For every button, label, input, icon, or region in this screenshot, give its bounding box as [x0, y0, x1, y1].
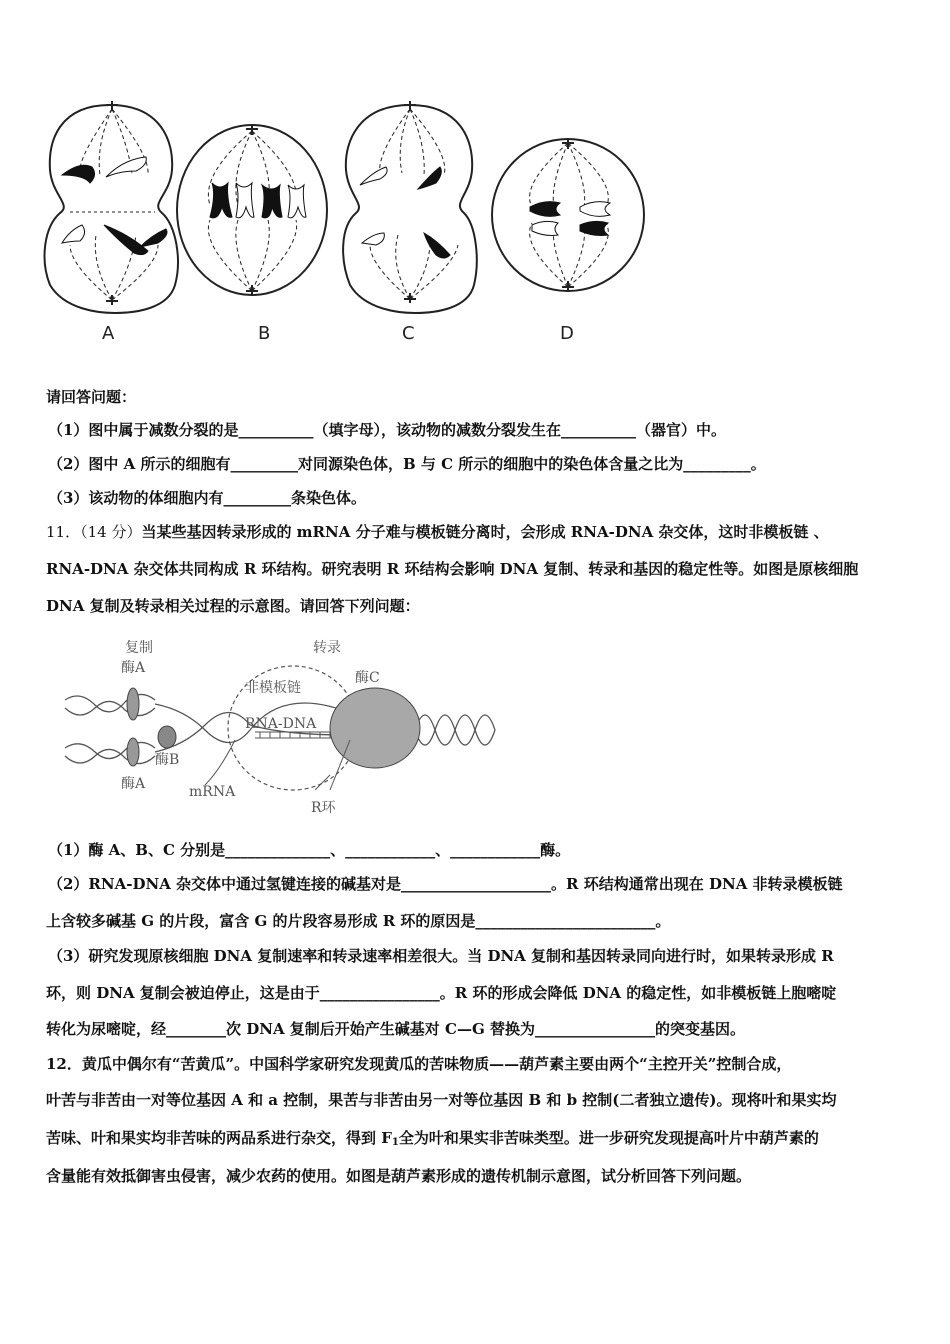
q11-stem-line3: DNA 复制及转录相关过程的示意图。请回答下列问题：	[46, 597, 420, 615]
label-a: A	[102, 323, 115, 344]
label-rna-dna: RNA-DNA	[245, 716, 317, 732]
q11-sub3-line1: （3）研究发现原核细胞 DNA 复制速率和转录速率相差很大。当 DNA 复制和基因转录同向进行时，如果转录形成 R	[48, 947, 834, 965]
q10-intro: 请回答问题：	[46, 388, 137, 406]
q11-sub1: （1）酶 A、B、C 分别是______________、____________、____________酶。	[48, 841, 571, 859]
enzyme-b-shape	[158, 726, 176, 748]
q12-line1: 12．黄瓜中偶尔有“苦黄瓜”。中国科学家研究发现黄瓜的苦味物质——葫芦素主要由两个“主控开关”控制合成，	[46, 1055, 792, 1073]
label-nontemplate-strand: 非模板链	[245, 680, 301, 696]
label-replication: 复制	[125, 640, 153, 656]
label-d: D	[560, 323, 574, 344]
cell-division-figure	[40, 95, 660, 355]
label-enzyme-c: 酶C	[355, 670, 380, 686]
label-r-loop: R环	[311, 800, 336, 816]
q11-number: 11．（14 分）	[46, 523, 142, 541]
label-transcription: 转录	[313, 640, 341, 656]
cell-c	[343, 105, 477, 313]
label-enzyme-a-bottom: 酶A	[121, 776, 146, 792]
label-b: B	[258, 323, 271, 344]
q11-stem-line1	[46, 522, 829, 542]
cell-d	[492, 139, 644, 291]
q11-stem-text: 当某些基因转录形成的 mRNA 分子难与模板链分离时，会形成 RNA-DNA 杂交体，这时非模板链 、	[141, 523, 829, 541]
label-enzyme-a-top: 酶A	[121, 660, 146, 676]
q11-stem-line2: RNA-DNA 杂交体共同构成 R 环结构。研究表明 R 环结构会影响 DNA 复制、转录和基因的稳定性等。如图是原核细胞	[46, 560, 859, 578]
q10-sub1: （1）图中属于减数分裂的是__________（填字母），该动物的减数分裂发生在__________（器官）中。	[48, 421, 726, 439]
label-c: C	[402, 323, 415, 344]
q10-sub3: （3）该动物的体细胞内有_________条染色体。	[48, 489, 366, 507]
q12-line4: 含量能有效抵御害虫侵害，减少农药的使用。如图是葫芦素形成的遗传机制示意图，试分析回答下列问题。	[46, 1167, 752, 1185]
q11-sub2-line1: （2）RNA-DNA 杂交体中通过氢键连接的碱基对是____________________。R 环结构通常出现在 DNA 非转录模板链	[48, 875, 843, 893]
q12-line3-post: 全为叶和果实非苦味类型。进一步研究发现提高叶片中葫芦素的	[398, 1129, 819, 1147]
q11-sub2-line2: 上含较多碱基 G 的片段，富含 G 的片段容易形成 R 环的原因是________________________。	[46, 912, 671, 930]
enzyme-a-top-shape	[127, 688, 139, 720]
cell-a	[45, 105, 178, 313]
q11-sub3-line3: 转化为尿嘧啶，经________次 DNA 复制后开始产生碱基对 C—G 替换为________________的突变基因。	[46, 1020, 745, 1038]
label-mrna: mRNA	[189, 784, 236, 800]
q10-sub2: （2）图中 A 所示的细胞有_________对同源染色体，B 与 C 所示的细胞中的染色体含量之比为_________。	[48, 455, 766, 473]
r-loop-figure	[55, 630, 505, 820]
q12-line3-pre: 苦味、叶和果实均非苦味的两品系进行杂交，得到 F	[46, 1129, 392, 1147]
enzyme-a-bottom-shape	[127, 738, 139, 766]
q11-sub3-line2: 环，则 DNA 复制会被迫停止，这是由于________________。R 环的形成会降低 DNA 的稳定性，如非模板链上胞嘧啶	[46, 984, 837, 1002]
label-enzyme-b: 酶B	[155, 752, 180, 768]
q12-line3-sub: 1	[391, 1137, 399, 1148]
q12-line3	[46, 1128, 819, 1153]
q12-line2: 叶苦与非苦由一对等位基因 A 和 a 控制，果苦与非苦由另一对等位基因 B 和 b 控制(二者独立遗传)。现将叶和果实均	[46, 1091, 837, 1109]
